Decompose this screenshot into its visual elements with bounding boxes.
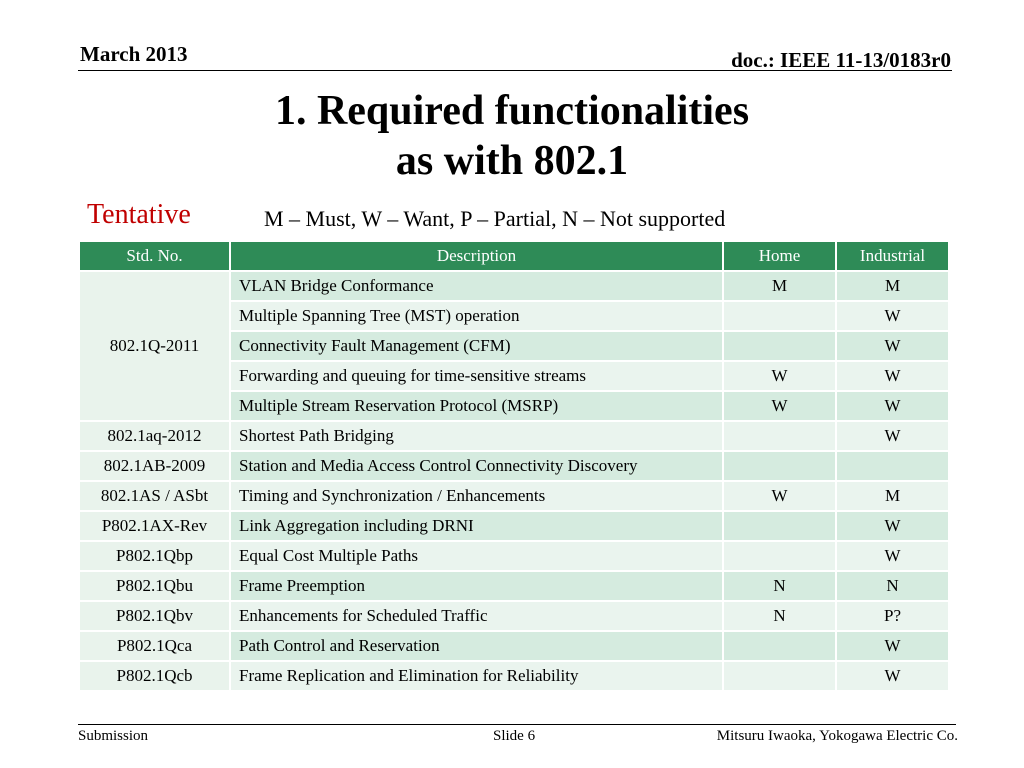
description-cell: Path Control and Reservation <box>230 631 723 661</box>
home-cell <box>723 631 836 661</box>
industrial-cell: W <box>836 511 949 541</box>
description-cell: Frame Replication and Elimination for Reliability <box>230 661 723 691</box>
industrial-cell: W <box>836 631 949 661</box>
home-cell: N <box>723 571 836 601</box>
description-cell: Shortest Path Bridging <box>230 421 723 451</box>
table-row <box>79 271 949 301</box>
header-divider <box>78 70 952 71</box>
description-cell: Multiple Spanning Tree (MST) operation <box>230 301 723 331</box>
industrial-cell: M <box>836 481 949 511</box>
column-header-description: Description <box>230 241 723 271</box>
industrial-cell: M <box>836 271 949 301</box>
footer-author: Mitsuru Iwaoka, Yokogawa Electric Co. <box>716 728 958 744</box>
tentative-label: Tentative <box>87 199 191 230</box>
industrial-cell: P? <box>836 601 949 631</box>
std-cell: P802.1Qbv <box>79 601 230 631</box>
description-cell: Station and Media Access Control Connectivity Discovery <box>230 451 723 481</box>
table-row <box>79 601 949 631</box>
description-cell: Multiple Stream Reservation Protocol (MSRP) <box>230 391 723 421</box>
home-cell <box>723 301 836 331</box>
industrial-cell: W <box>836 331 949 361</box>
home-cell <box>723 451 836 481</box>
industrial-cell: W <box>836 541 949 571</box>
column-header-std: Std. No. <box>79 241 230 271</box>
std-cell: P802.1Qbp <box>79 541 230 571</box>
home-cell <box>723 661 836 691</box>
description-cell: Link Aggregation including DRNI <box>230 511 723 541</box>
std-cell: P802.1AX-Rev <box>79 511 230 541</box>
std-cell: 802.1Q-2011 <box>79 271 230 421</box>
description-cell: Enhancements for Scheduled Traffic <box>230 601 723 631</box>
std-cell: P802.1Qbu <box>79 571 230 601</box>
header-doc-id: doc.: IEEE 11-13/0183r0 <box>731 48 951 72</box>
description-cell: Timing and Synchronization / Enhancements <box>230 481 723 511</box>
table-row <box>79 541 949 571</box>
table-row <box>79 481 949 511</box>
home-cell: W <box>723 481 836 511</box>
std-cell: 802.1AS / ASbt <box>79 481 230 511</box>
table-header-row <box>79 241 949 271</box>
table-row <box>79 571 949 601</box>
column-header-industrial: Industrial <box>836 241 949 271</box>
home-cell: N <box>723 601 836 631</box>
column-header-home: Home <box>723 241 836 271</box>
home-cell <box>723 541 836 571</box>
industrial-cell <box>836 451 949 481</box>
industrial-cell: W <box>836 391 949 421</box>
table-row <box>79 451 949 481</box>
slide-title-line-2: as with 802.1 <box>395 138 629 184</box>
footer-submission: Submission <box>78 728 149 744</box>
description-cell: Forwarding and queuing for time-sensitive streams <box>230 361 723 391</box>
industrial-cell: W <box>836 361 949 391</box>
header-date: March 2013 <box>80 42 188 66</box>
table-row <box>79 511 949 541</box>
slide-title <box>0 86 1024 186</box>
home-cell <box>723 421 836 451</box>
industrial-cell: W <box>836 661 949 691</box>
std-cell: P802.1Qcb <box>79 661 230 691</box>
legend-text: M – Must, W – Want, P – Partial, N – Not supported <box>264 206 726 231</box>
slide-title-line-1: 1. Required functionalities <box>274 88 750 134</box>
std-cell: 802.1AB-2009 <box>79 451 230 481</box>
table-row <box>79 631 949 661</box>
footer-divider <box>78 724 956 725</box>
industrial-cell: W <box>836 421 949 451</box>
requirements-table <box>78 240 950 692</box>
industrial-cell: W <box>836 301 949 331</box>
table-row <box>79 661 949 691</box>
description-cell: Connectivity Fault Management (CFM) <box>230 331 723 361</box>
home-cell <box>723 511 836 541</box>
description-cell: Equal Cost Multiple Paths <box>230 541 723 571</box>
home-cell: W <box>723 361 836 391</box>
table-row <box>79 421 949 451</box>
industrial-cell: N <box>836 571 949 601</box>
std-cell: 802.1aq-2012 <box>79 421 230 451</box>
home-cell: W <box>723 391 836 421</box>
footer-slide-number: Slide 6 <box>493 728 536 744</box>
home-cell <box>723 331 836 361</box>
description-cell: VLAN Bridge Conformance <box>230 271 723 301</box>
description-cell: Frame Preemption <box>230 571 723 601</box>
home-cell: M <box>723 271 836 301</box>
std-cell: P802.1Qca <box>79 631 230 661</box>
